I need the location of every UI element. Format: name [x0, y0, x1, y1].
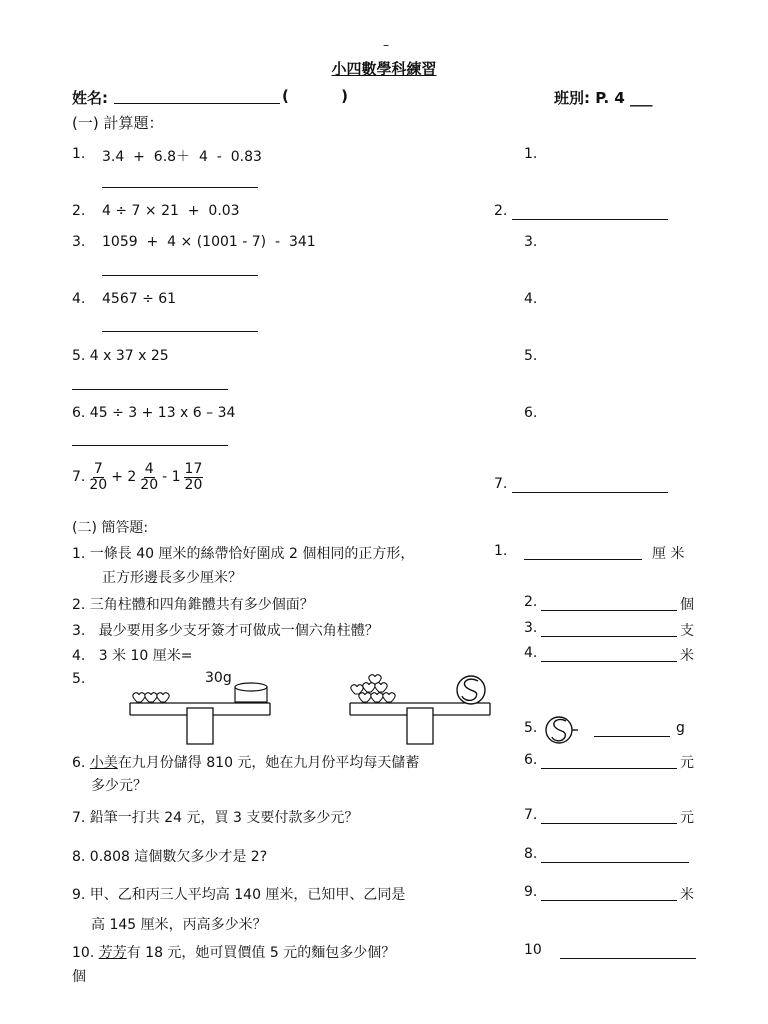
s2-q9-unit: 米: [680, 887, 694, 903]
section2-heading: (二) 簡答題:: [72, 520, 149, 536]
student-name-xiaomei: 小美: [89, 755, 118, 771]
s2-q5-number: 5.: [72, 671, 86, 687]
q1-answer-number: 1.: [524, 146, 538, 162]
balance-beam-right: [350, 703, 490, 744]
q2-answer-field[interactable]: [512, 219, 668, 220]
s2-q4-unit: 米: [680, 648, 694, 664]
q5-answer-number: 5.: [524, 348, 538, 364]
s2-q3-unit: 支: [680, 623, 694, 639]
q6-working-line[interactable]: [72, 445, 228, 446]
class-number-field[interactable]: ( ): [282, 87, 348, 105]
heart-icon: [351, 675, 395, 702]
s2-q7-answer-field[interactable]: [541, 823, 677, 824]
q3-number: 3.: [72, 234, 86, 250]
q7-answer-field[interactable]: [512, 492, 668, 493]
s2-q10-text: 10. 芳芳有 18 元，她可買價值 5 元的麵包多少個？: [72, 945, 396, 961]
s2-q10-answer-number: 10: [524, 942, 542, 958]
q7-fraction-1: $\frac{7}{20}$: [89, 461, 108, 493]
s2-q5-answer-number: 5.: [524, 720, 538, 736]
q4-working-line[interactable]: [102, 331, 258, 332]
q7-fraction-3: $\frac{17}{20}$: [184, 461, 203, 493]
q7-operator-1: + 2: [111, 469, 137, 486]
class-label[interactable]: 班別: P. 4 ___: [554, 89, 653, 107]
q6-expression: 6. 45 ÷ 3 + 13 x 6 – 34: [72, 405, 236, 421]
s2-q1-unit: 厘 米: [652, 546, 685, 562]
s2-q6-answer-field[interactable]: [541, 768, 677, 769]
mystery-weight-icon: [541, 715, 581, 745]
s2-q2-unit: 個: [680, 597, 694, 613]
q4-number: 4.: [72, 291, 86, 307]
q4-answer-number: 4.: [524, 291, 538, 307]
page-title: 小四數學科練習: [331, 60, 437, 78]
s2-q5-unit: g: [676, 720, 685, 736]
q7-operator-2: - 1: [162, 469, 181, 486]
s2-q4-text: 4. 3 米 10 厘米=: [72, 648, 193, 664]
s2-q7-text: 7. 鉛筆一打共 24 元，買 3 支要付款多少元？: [72, 810, 359, 826]
q3-answer-number: 3.: [524, 234, 538, 250]
student-name-fangfang: 芳芳: [98, 945, 127, 961]
s2-q8-text: 8. 0.808 這個數欠多少才是 2?: [72, 849, 268, 865]
s2-q4-answer-number: 4.: [524, 645, 538, 661]
s2-q10-answer-field[interactable]: [560, 958, 696, 959]
s2-q7-answer-number: 7.: [524, 807, 538, 823]
s2-q8-answer-number: 8.: [524, 846, 538, 862]
q4-expression: 4567 ÷ 61: [102, 291, 177, 307]
q7-number: 7.: [72, 469, 86, 486]
s2-q6-line1: 6. 小美在九月份儲得 810 元，她在九月份平均每天儲蓄: [72, 755, 420, 771]
s2-q7-unit: 元: [680, 810, 694, 826]
q7-expression: [72, 462, 203, 492]
header-dash: –: [383, 38, 389, 52]
q5-working-line[interactable]: [72, 389, 228, 390]
s2-q2-text: 2. 三角柱體和四角錐體共有多少個面？: [72, 597, 314, 613]
q7-answer-number: 7.: [494, 476, 508, 492]
s2-q6-answer-number: 6.: [524, 752, 538, 768]
section1-heading: (一) 計算題：: [72, 114, 164, 132]
mystery-weight-icon: [457, 676, 485, 704]
q3-working-line[interactable]: [102, 275, 258, 276]
q2-expression: 4 ÷ 7 × 21 + 0.03: [102, 203, 240, 219]
right-balance-diagram: [345, 672, 495, 750]
s2-q5-answer-field[interactable]: [594, 736, 670, 737]
s2-q9-line1: 9. 甲、乙和丙三人平均高 140 厘米，已知甲、乙同是: [72, 887, 406, 903]
s2-q3-answer-field[interactable]: [541, 636, 677, 637]
s2-q9-line2: 高 145 厘米，丙高多少米？: [91, 917, 267, 933]
weight-label: 30g: [205, 670, 232, 686]
left-balance-diagram: [125, 678, 275, 750]
heart-icon: [133, 693, 169, 702]
balance-beam-left: [130, 703, 270, 744]
q1-number: 1.: [72, 146, 86, 162]
name-field[interactable]: [114, 103, 280, 104]
s2-q1-answer-number: 1.: [494, 543, 508, 559]
s2-q6-line2: 多少元？: [91, 778, 147, 794]
s2-q3-text: 3. 最少要用多少支牙簽才可做成一個六角柱體？: [72, 623, 379, 639]
q5-expression: 5. 4 x 37 x 25: [72, 348, 169, 364]
q1-expression: 3.4 + 6.8＋ 4 - 0.83: [102, 149, 262, 165]
s2-q1-line1: 1. 一條長 40 厘米的絲帶恰好圍成 2 個相同的正方形，: [72, 546, 415, 562]
q2-answer-number: 2.: [494, 203, 508, 219]
s2-q1-line2: 正方形邊長多少厘米？: [102, 570, 242, 586]
s2-q2-answer-number: 2.: [524, 594, 538, 610]
q7-fraction-2: $\frac{4}{20}$: [140, 461, 159, 493]
s2-q1-answer-field[interactable]: [524, 559, 642, 560]
s2-q10-unit: 個: [72, 969, 86, 985]
q6-answer-number: 6.: [524, 405, 538, 421]
s2-q8-answer-field[interactable]: [541, 862, 689, 863]
q1-working-line[interactable]: [102, 187, 258, 188]
s2-q9-answer-number: 9.: [524, 884, 538, 900]
s2-q4-answer-field[interactable]: [541, 661, 677, 662]
s2-q3-answer-number: 3.: [524, 620, 538, 636]
s2-q6-unit: 元: [680, 755, 694, 771]
s2-q9-answer-field[interactable]: [541, 900, 677, 901]
name-label: 姓名:: [72, 89, 108, 107]
weight-block-icon: [235, 683, 267, 702]
s2-q2-answer-field[interactable]: [541, 610, 677, 611]
q2-number: 2.: [72, 203, 86, 219]
q3-expression: 1059 + 4 × (1001 - 7) - 341: [102, 234, 316, 250]
